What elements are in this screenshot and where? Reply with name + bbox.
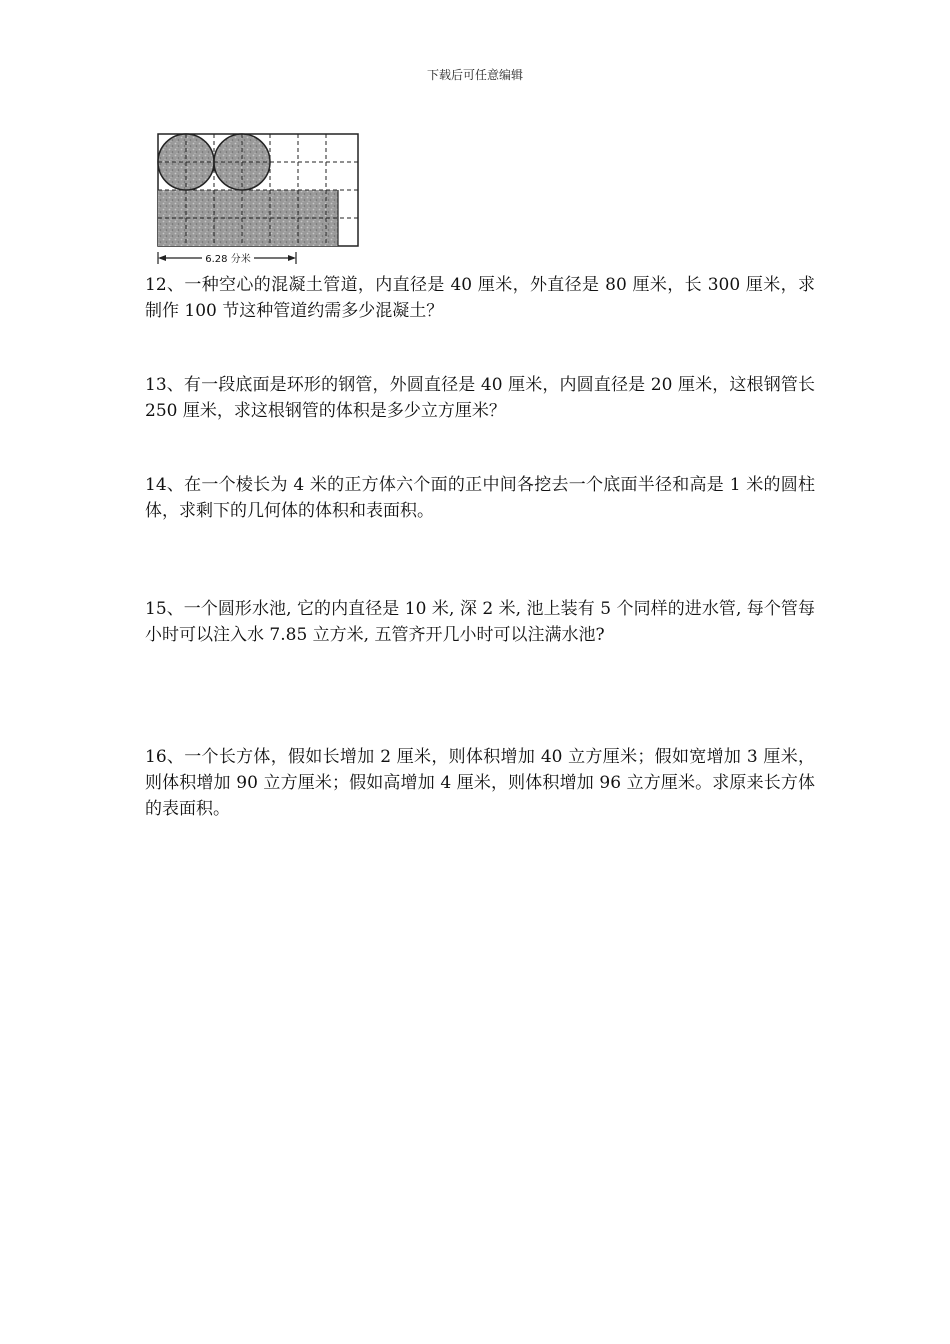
question-15: 15、一个圆形水池, 它的内直径是 10 米, 深 2 米, 池上装有 5 个同样的进水管, 每个管每小时可以注入水 7.85 立方米, 五管齐开几小时可以注满水池? (145, 599, 815, 645)
question-12: 12、一种空心的混凝土管道，内直径是 40 厘米，外直径是 80 厘米，长 300 厘米，求制作 100 节这种管道约需多少混凝土？ (145, 275, 815, 321)
dimension-label: 6.28 分米 (205, 254, 251, 265)
cylinder-net-figure (150, 124, 370, 269)
question-14: 14、在一个棱长为 4 米的正方体六个面的正中间各挖去一个底面半径和高是 1 米的圆柱体，求剩下的几何体的体积和表面积。 (145, 475, 815, 521)
question-13: 13、有一段底面是环形的钢管，外圆直径是 40 厘米，内圆直径是 20 厘米，这根钢管长 250 厘米，求这根钢管的体积是多少立方厘米？ (145, 375, 815, 421)
question-16: 16、一个长方体，假如长增加 2 厘米，则体积增加 40 立方厘米；假如宽增加 3 厘米，则体积增加 90 立方厘米；假如高增加 4 厘米，则体积增加 96 立方厘米。求原来长方体的表面积。 (145, 747, 815, 819)
cylinder-net-diagram (150, 124, 370, 269)
lateral-rectangle (158, 190, 338, 246)
page-header: 下载后可任意编辑 (426, 68, 523, 82)
